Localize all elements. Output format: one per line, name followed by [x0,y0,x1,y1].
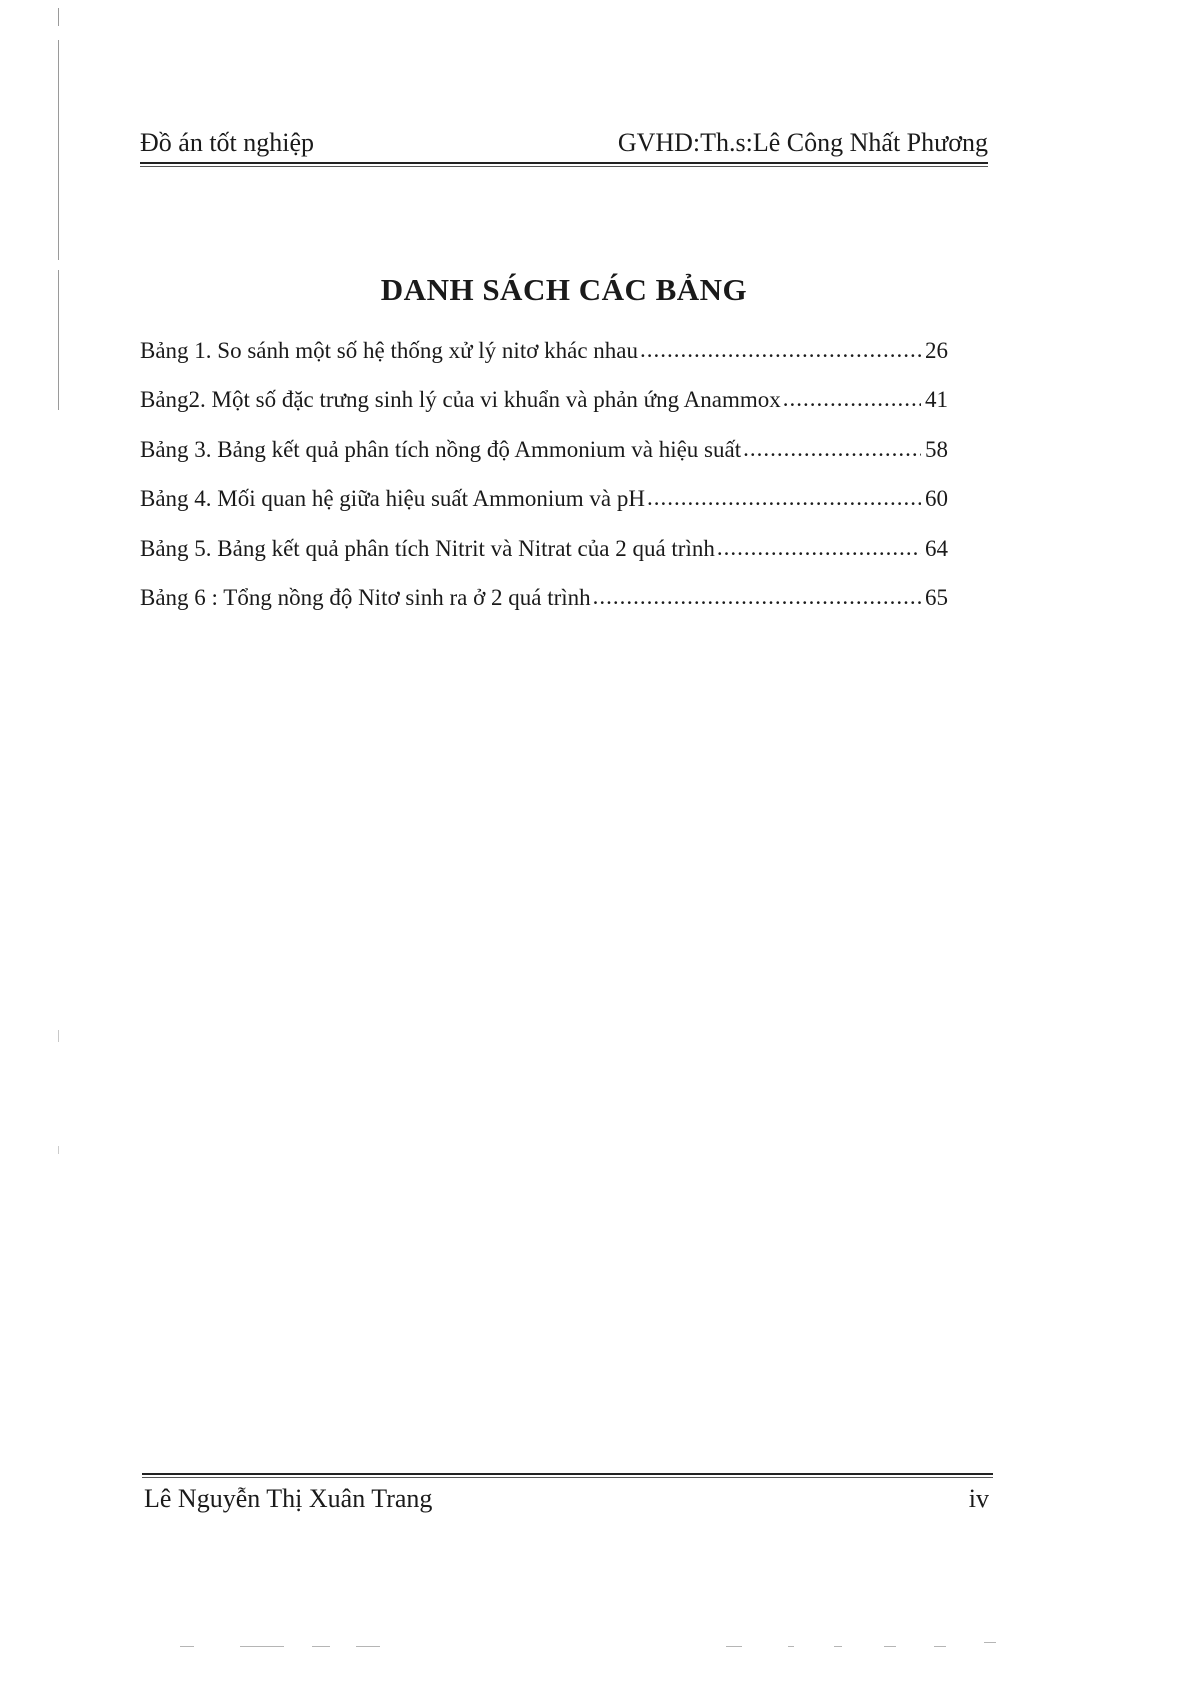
header-supervisor: GVHD:Th.s:Lê Công Nhất Phương [617,128,988,157]
footer-page-number: iv [968,1484,989,1513]
table-list [140,338,948,634]
header-divider [140,162,988,164]
scan-artifact [884,1646,896,1647]
scan-artifact [834,1646,842,1647]
footer-author: Lê Nguyễn Thị Xuân Trang [144,1484,433,1513]
footer-divider-thin [142,1477,993,1478]
dot-leader [783,386,921,412]
scan-artifact [788,1646,794,1647]
footer-divider [142,1473,993,1475]
table-list-item-page: 64 [925,535,948,561]
table-list-item [140,486,948,535]
scan-edge-line [58,40,59,260]
dot-leader [647,485,921,511]
scan-artifact [312,1646,330,1647]
table-list-item [140,387,948,436]
table-list-item [140,338,948,387]
page-header [140,124,988,164]
table-list-item [140,437,948,486]
dot-leader [640,337,921,363]
scan-artifact [984,1642,996,1643]
header-divider-thin [140,166,988,167]
header-title: Đồ án tốt nghiệp [140,128,315,157]
table-list-item-label: Bảng2. Một số đặc trưng sinh lý của vi khuẩn và phản ứng Anammox [140,387,781,413]
table-list-item-page: 58 [925,436,948,462]
table-list-item-label: Bảng 1. So sánh một số hệ thống xử lý nitơ khác nhau [140,338,639,363]
dot-leader [593,584,921,610]
table-list-item-page: 60 [925,486,948,512]
table-list-item [140,536,948,585]
table-list-item-page: 65 [925,584,948,610]
table-list-item-page: 26 [925,338,948,363]
table-list-item-label: Bảng 5. Bảng kết quả phân tích Nitrit và Nitrat của 2 quá trình [140,535,715,561]
page-title: DANH SÁCH CÁC BẢNG [380,272,748,307]
table-list-item-label: Bảng 4. Mối quan hệ giữa hiệu suất Ammonium và pH [140,486,645,512]
scan-edge-mark [58,1146,59,1154]
dot-leader [743,436,921,462]
scan-artifact [934,1646,946,1647]
scan-edge-mark [58,8,59,26]
table-list-item-label: Bảng 3. Bảng kết quả phân tích nồng độ Ammonium và hiệu suất [140,436,742,462]
scan-edge-line [58,270,59,410]
table-list-item [140,585,948,634]
table-list-item-page: 41 [925,387,948,413]
scan-artifact [356,1646,380,1647]
dot-leader [717,535,921,561]
scan-artifact [180,1646,194,1647]
table-list-item-label: Bảng 6 : Tổng nồng độ Nitơ sinh ra ở 2 quá trình [140,584,591,610]
scan-edge-mark [58,1030,59,1042]
scan-artifact [726,1646,742,1647]
scan-artifact [240,1646,284,1647]
